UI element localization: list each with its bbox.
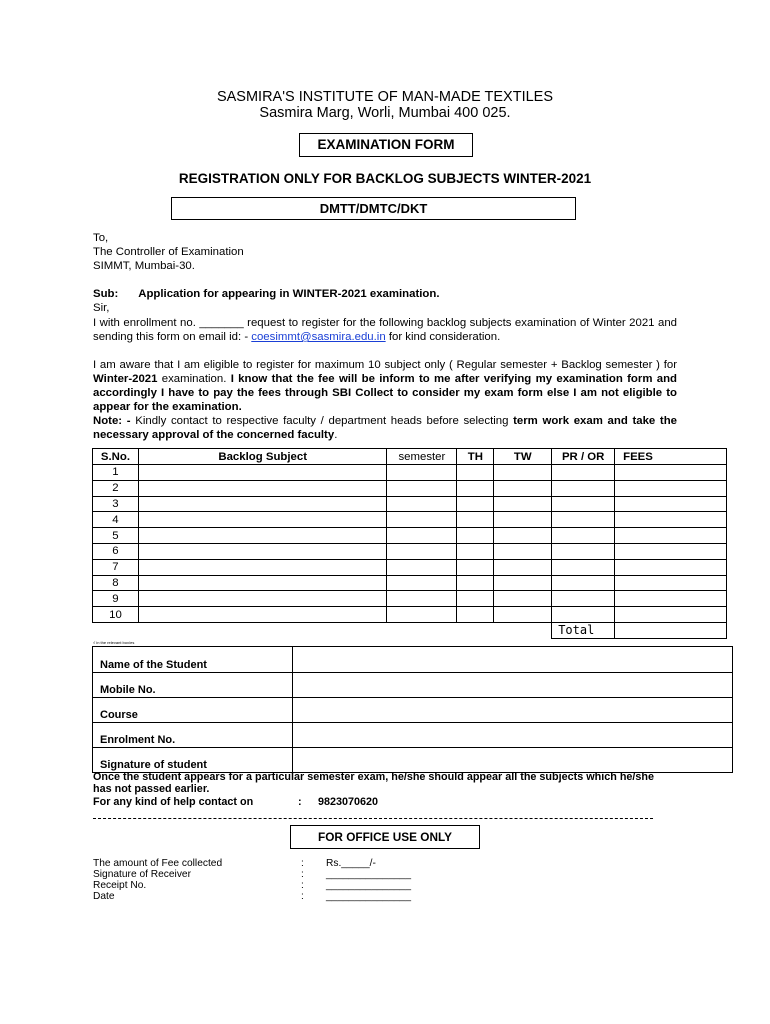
total-spacer-4 — [457, 622, 494, 638]
subject-cell-th[interactable] — [457, 512, 494, 528]
programmes-box: DMTT/DMTC/DKT — [171, 197, 576, 220]
subject-cell-subject[interactable] — [138, 512, 386, 528]
header-th: TH — [457, 449, 494, 465]
subject-cell-sno: 7 — [93, 559, 139, 575]
subject-cell-tw[interactable] — [494, 465, 552, 481]
subject-cell-th[interactable] — [457, 480, 494, 496]
form-title: EXAMINATION FORM — [299, 133, 473, 157]
subject-cell-sno: 1 — [93, 465, 139, 481]
subject-cell-sno: 2 — [93, 480, 139, 496]
eligibility-text: I am aware that I am eligible to register for maximum 10 subject only ( Regular semester + Backlog semester ) for — [93, 359, 677, 371]
subject-cell-fees[interactable] — [615, 528, 727, 544]
relevant-box-note: √ in the relevant box/es — [93, 640, 135, 645]
subject-cell-fees[interactable] — [615, 559, 727, 575]
help-number: 9823070620 — [318, 796, 379, 808]
subject-cell-tw[interactable] — [494, 528, 552, 544]
eligibility-fee-note: I know that the fee will be inform to me after verifying my examination form and accordingly I have to pay the fees through SBI Collect to consider my exam form else I am not eligible to appear for the examination. — [93, 373, 678, 413]
enrolment-field[interactable] — [293, 723, 733, 748]
subject-cell-th[interactable] — [457, 575, 494, 591]
appearance-note: Once the student appears for a particular semester exam, he/she should appear all the subjects which he/she has not passed earlier. — [93, 771, 655, 795]
note-end: . — [334, 429, 338, 441]
paragraph-eligibility — [93, 358, 677, 442]
subject-cell-fees[interactable] — [615, 512, 727, 528]
note-label: Note: - — [93, 415, 131, 427]
office-colon-date: : — [301, 891, 304, 902]
office-use-title: FOR OFFICE USE ONLY — [290, 825, 480, 849]
subject-cell-semester[interactable] — [387, 591, 457, 607]
subject-cell-subject[interactable] — [138, 559, 386, 575]
office-labels — [93, 858, 222, 902]
subject-row — [93, 591, 727, 607]
subject-cell-semester[interactable] — [387, 559, 457, 575]
salutation: Sir, — [93, 302, 110, 314]
label-course: Course — [93, 698, 293, 723]
subject-cell-subject[interactable] — [138, 465, 386, 481]
office-label-fee: The amount of Fee collected — [93, 858, 223, 869]
header-semester: semester — [387, 449, 457, 465]
office-values — [326, 858, 411, 902]
student-name-field[interactable] — [293, 647, 733, 673]
note-text: Kindly contact to respective faculty / department heads before selecting — [130, 415, 514, 427]
paragraph-enrollment-tail: for kind consideration. — [385, 331, 501, 343]
help-label: For any kind of help contact on — [93, 796, 254, 808]
header-fees: FEES — [615, 449, 727, 465]
subject-cell-pr-or[interactable] — [552, 480, 615, 496]
subject-cell-pr-or[interactable] — [552, 559, 615, 575]
subject-cell-th[interactable] — [457, 607, 494, 623]
subject-cell-th[interactable] — [457, 591, 494, 607]
letter-addressee: The Controller of Examination — [93, 246, 244, 258]
subject-cell-semester[interactable] — [387, 607, 457, 623]
office-colons — [301, 858, 304, 902]
letter-location: SIMMT, Mumbai-30. — [93, 260, 195, 272]
subject-cell-tw[interactable] — [494, 591, 552, 607]
note-emphasis: term work exam and take the necessary approval of the concerned faculty — [93, 415, 677, 441]
subject-cell-pr-or[interactable] — [552, 528, 615, 544]
subject-cell-pr-or[interactable] — [552, 512, 615, 528]
header-pr-or: PR / OR — [552, 449, 615, 465]
subject-cell-tw[interactable] — [494, 607, 552, 623]
subject-row — [93, 496, 727, 512]
subject-cell-subject[interactable] — [138, 575, 386, 591]
subject-cell-sno: 10 — [93, 607, 139, 623]
subject-cell-subject[interactable] — [138, 607, 386, 623]
subject-cell-subject[interactable] — [138, 480, 386, 496]
office-value-date[interactable]: _______________ — [326, 891, 411, 902]
subject-cell-subject[interactable] — [138, 528, 386, 544]
subject-cell-pr-or[interactable] — [552, 465, 615, 481]
label-mobile: Mobile No. — [93, 673, 293, 698]
divider-dashed — [93, 818, 653, 819]
office-value-receipt[interactable]: _______________ — [326, 880, 411, 891]
total-label: Total — [552, 622, 615, 638]
total-spacer-2 — [138, 622, 386, 638]
subject-cell-semester[interactable] — [387, 575, 457, 591]
subject-cell-sno: 4 — [93, 512, 139, 528]
paragraph-enrollment-text: I with enrollment no. _______ request to register for the following backlog subjects examination of Winter 2021 and sending this form on email id: - — [93, 317, 677, 343]
header-tw: TW — [494, 449, 552, 465]
total-row — [93, 622, 727, 638]
office-label-receiver: Signature of Receiver — [93, 869, 191, 880]
office-colon-fee: : — [301, 858, 304, 869]
subject-cell-fees[interactable] — [615, 480, 727, 496]
subject-cell-tw[interactable] — [494, 512, 552, 528]
subject-cell-th[interactable] — [457, 465, 494, 481]
letter-to: To, — [93, 232, 109, 244]
subject-row — [93, 465, 727, 481]
eligibility-term: Winter-2021 — [93, 373, 158, 385]
registration-title: REGISTRATION ONLY FOR BACKLOG SUBJECTS WINTER-2021 — [178, 171, 592, 186]
total-spacer-1 — [93, 622, 139, 638]
subject-text: Application for appearing in WINTER-2021 examination. — [138, 288, 440, 300]
subject-cell-fees[interactable] — [615, 543, 727, 559]
office-label-date: Date — [93, 891, 115, 902]
paragraph-enrollment — [93, 316, 677, 344]
subject-line — [93, 288, 440, 300]
subject-cell-th[interactable] — [457, 559, 494, 575]
label-signature: Signature of student — [93, 748, 293, 773]
subject-cell-subject[interactable] — [138, 496, 386, 512]
subject-cell-semester[interactable] — [387, 543, 457, 559]
subject-cell-fees[interactable] — [615, 591, 727, 607]
institute-address: Sasmira Marg, Worli, Mumbai 400 025. — [259, 105, 511, 121]
subject-cell-subject[interactable] — [138, 543, 386, 559]
office-value-fee[interactable]: Rs._____/- — [326, 858, 376, 869]
subject-row — [93, 575, 727, 591]
subject-cell-fees[interactable] — [615, 496, 727, 512]
institute-name: SASMIRA'S INSTITUTE OF MAN-MADE TEXTILES — [216, 89, 554, 105]
total-spacer-5 — [494, 622, 552, 638]
subject-cell-tw[interactable] — [494, 480, 552, 496]
subject-cell-sno: 3 — [93, 496, 139, 512]
subject-cell-semester[interactable] — [387, 465, 457, 481]
subject-cell-pr-or[interactable] — [552, 496, 615, 512]
subject-cell-subject[interactable] — [138, 591, 386, 607]
subject-cell-sno: 9 — [93, 591, 139, 607]
subject-cell-sno: 8 — [93, 575, 139, 591]
subject-cell-tw[interactable] — [494, 496, 552, 512]
subject-cell-pr-or[interactable] — [552, 607, 615, 623]
label-student-name: Name of the Student — [93, 647, 293, 673]
subject-cell-semester[interactable] — [387, 512, 457, 528]
subject-cell-sno: 6 — [93, 543, 139, 559]
label-enrolment: Enrolment No. — [93, 723, 293, 748]
subject-cell-sno: 5 — [93, 528, 139, 544]
help-colon: : — [298, 796, 302, 808]
subject-cell-fees[interactable] — [615, 575, 727, 591]
student-details-table — [92, 646, 733, 773]
subject-row — [93, 559, 727, 575]
office-colon-receipt: : — [301, 880, 304, 891]
total-spacer-3 — [387, 622, 457, 638]
subject-row — [93, 528, 727, 544]
header-sno: S.No. — [93, 449, 139, 465]
subject-cell-semester[interactable] — [387, 480, 457, 496]
subject-row — [93, 512, 727, 528]
subject-cell-th[interactable] — [457, 543, 494, 559]
subject-cell-tw[interactable] — [494, 559, 552, 575]
mobile-field[interactable] — [293, 673, 733, 698]
subject-cell-th[interactable] — [457, 496, 494, 512]
signature-field[interactable] — [293, 748, 733, 773]
office-value-receiver[interactable]: _______________ — [326, 869, 411, 880]
subject-cell-semester[interactable] — [387, 528, 457, 544]
subject-row — [93, 543, 727, 559]
subjects-header-row — [93, 449, 727, 465]
subject-cell-tw[interactable] — [494, 575, 552, 591]
subject-cell-pr-or[interactable] — [552, 591, 615, 607]
subject-row — [93, 480, 727, 496]
total-fees-cell[interactable] — [615, 622, 727, 638]
office-label-receipt: Receipt No. — [93, 880, 147, 891]
subject-label: Sub: — [93, 288, 119, 300]
eligibility-exam: examination. — [157, 373, 231, 385]
subject-cell-pr-or[interactable] — [552, 575, 615, 591]
subject-row — [93, 607, 727, 623]
subject-cell-pr-or[interactable] — [552, 543, 615, 559]
header-backlog-subject: Backlog Subject — [138, 449, 386, 465]
subject-cell-fees[interactable] — [615, 465, 727, 481]
subject-cell-semester[interactable] — [387, 496, 457, 512]
subjects-table — [92, 448, 727, 639]
office-colon-receiver: : — [301, 869, 304, 880]
subject-rows — [93, 465, 727, 623]
course-field[interactable] — [293, 698, 733, 723]
subject-cell-th[interactable] — [457, 528, 494, 544]
email-link[interactable]: coesimmt@sasmira.edu.in — [251, 331, 386, 343]
subject-cell-fees[interactable] — [615, 607, 727, 623]
subject-cell-tw[interactable] — [494, 543, 552, 559]
